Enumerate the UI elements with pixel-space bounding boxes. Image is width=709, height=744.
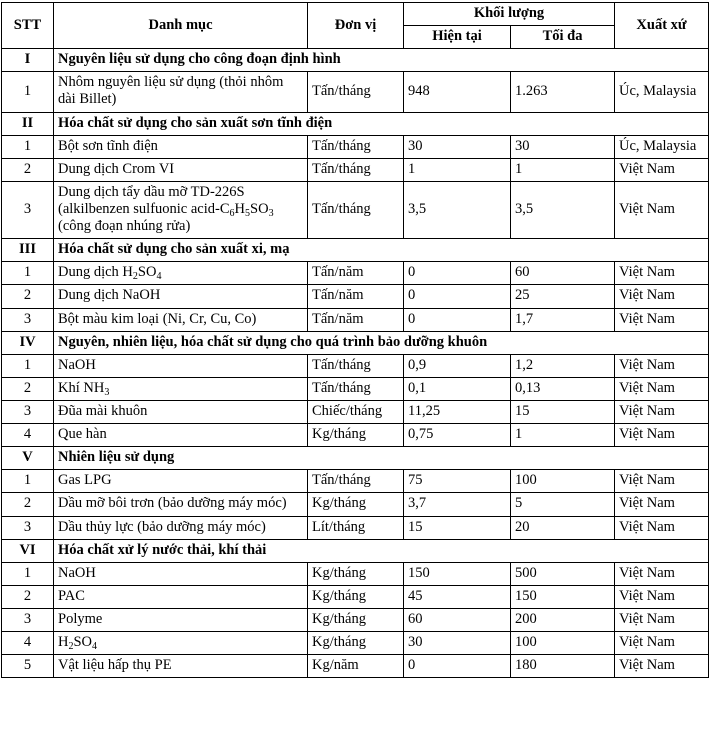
table-row — [2, 424, 709, 447]
cell-name: Nhôm nguyên liệu sử dụng (thỏi nhôm dài Billet) — [54, 72, 308, 112]
cell-name: Gas LPG — [54, 470, 308, 493]
table-row — [2, 135, 709, 158]
cell-unit: Tấn/tháng — [308, 470, 404, 493]
cell-quantity-max: 15 — [511, 400, 615, 423]
cell-stt: 2 — [2, 493, 54, 516]
cell-stt: 3 — [2, 308, 54, 331]
cell-unit: Kg/tháng — [308, 608, 404, 631]
cell-stt: 2 — [2, 585, 54, 608]
cell-origin: Việt Nam — [615, 655, 709, 678]
table-row — [2, 655, 709, 678]
cell-quantity-current: 948 — [404, 72, 511, 112]
cell-stt: 3 — [2, 608, 54, 631]
section-label: Hóa chất xử lý nước thải, khí thải — [54, 539, 709, 562]
cell-quantity-current: 0 — [404, 655, 511, 678]
cell-unit: Tấn/tháng — [308, 181, 404, 238]
cell-stt: 4 — [2, 424, 54, 447]
cell-quantity-max: 1 — [511, 424, 615, 447]
cell-name: Vật liệu hấp thụ PE — [54, 655, 308, 678]
table-row — [2, 493, 709, 516]
cell-unit: Kg/tháng — [308, 632, 404, 655]
cell-origin: Việt Nam — [615, 308, 709, 331]
cell-origin: Việt Nam — [615, 354, 709, 377]
cell-origin: Việt Nam — [615, 181, 709, 238]
header-name: Danh mục — [54, 3, 308, 49]
cell-origin: Việt Nam — [615, 470, 709, 493]
cell-quantity-current: 3,7 — [404, 493, 511, 516]
cell-name: Đũa mài khuôn — [54, 400, 308, 423]
cell-unit: Kg/năm — [308, 655, 404, 678]
cell-name: Dung dịch NaOH — [54, 285, 308, 308]
cell-name: Bột màu kim loại (Ni, Cr, Cu, Co) — [54, 308, 308, 331]
cell-unit: Tấn/tháng — [308, 72, 404, 112]
section-stt: V — [2, 447, 54, 470]
cell-quantity-current: 30 — [404, 632, 511, 655]
table-row — [2, 516, 709, 539]
cell-quantity-current: 3,5 — [404, 181, 511, 238]
header-origin: Xuất xứ — [615, 3, 709, 49]
cell-quantity-max: 60 — [511, 262, 615, 285]
cell-unit: Tấn/tháng — [308, 135, 404, 158]
cell-quantity-max: 0,13 — [511, 377, 615, 400]
cell-unit: Kg/tháng — [308, 585, 404, 608]
section-label: Hóa chất sử dụng cho sản xuất sơn tĩnh điện — [54, 112, 709, 135]
cell-quantity-max: 500 — [511, 562, 615, 585]
cell-quantity-max: 100 — [511, 632, 615, 655]
cell-quantity-max: 25 — [511, 285, 615, 308]
table-row — [2, 377, 709, 400]
cell-unit: Lít/tháng — [308, 516, 404, 539]
cell-name: Dung dịch tẩy dầu mỡ TD-226S (alkilbenzen sulfuonic acid-$C_6H_5SO_3$ (công đoạn nhúng rửa) — [54, 181, 308, 238]
cell-quantity-max: 20 — [511, 516, 615, 539]
cell-origin: Việt Nam — [615, 585, 709, 608]
cell-origin: Việt Nam — [615, 608, 709, 631]
cell-unit: Kg/tháng — [308, 493, 404, 516]
cell-quantity-max: 1.263 — [511, 72, 615, 112]
cell-origin: Úc, Malaysia — [615, 72, 709, 112]
cell-name: NaOH — [54, 562, 308, 585]
cell-name: Bột sơn tĩnh điện — [54, 135, 308, 158]
cell-name: PAC — [54, 585, 308, 608]
table-row — [2, 470, 709, 493]
section-label: Nhiên liệu sử dụng — [54, 447, 709, 470]
cell-quantity-max: 1,2 — [511, 354, 615, 377]
cell-quantity-current: 0 — [404, 285, 511, 308]
cell-stt: 1 — [2, 470, 54, 493]
cell-quantity-current: 0,75 — [404, 424, 511, 447]
cell-stt: 3 — [2, 516, 54, 539]
document-page — [0, 2, 709, 744]
cell-unit: Kg/tháng — [308, 424, 404, 447]
cell-name: Dầu mỡ bôi trơn (bảo dưỡng máy móc) — [54, 493, 308, 516]
cell-stt: 1 — [2, 562, 54, 585]
cell-quantity-max: 180 — [511, 655, 615, 678]
cell-stt: 3 — [2, 400, 54, 423]
cell-stt: 3 — [2, 181, 54, 238]
table-row — [2, 72, 709, 112]
section-stt: VI — [2, 539, 54, 562]
section-stt: III — [2, 239, 54, 262]
section-label: Hóa chất sử dụng cho sản xuất xi, mạ — [54, 239, 709, 262]
cell-unit: Tấn/tháng — [308, 354, 404, 377]
cell-unit: Tấn/tháng — [308, 377, 404, 400]
cell-name: $H_2SO_4$ — [54, 632, 308, 655]
cell-origin: Việt Nam — [615, 158, 709, 181]
cell-quantity-current: 45 — [404, 585, 511, 608]
cell-name: Polyme — [54, 608, 308, 631]
cell-quantity-current: 0,1 — [404, 377, 511, 400]
table-row — [2, 158, 709, 181]
cell-quantity-max: 5 — [511, 493, 615, 516]
table-row — [2, 354, 709, 377]
cell-stt: 1 — [2, 262, 54, 285]
cell-origin: Việt Nam — [615, 516, 709, 539]
cell-origin: Việt Nam — [615, 424, 709, 447]
cell-stt: 1 — [2, 354, 54, 377]
cell-stt: 5 — [2, 655, 54, 678]
cell-quantity-current: 0 — [404, 262, 511, 285]
cell-unit: Tấn/năm — [308, 262, 404, 285]
cell-quantity-current: 1 — [404, 158, 511, 181]
cell-quantity-current: 15 — [404, 516, 511, 539]
cell-unit: Chiếc/tháng — [308, 400, 404, 423]
section-stt: IV — [2, 331, 54, 354]
cell-quantity-current: 60 — [404, 608, 511, 631]
section-stt: I — [2, 49, 54, 72]
table-section-row — [2, 112, 709, 135]
cell-quantity-max: 150 — [511, 585, 615, 608]
table-row — [2, 608, 709, 631]
table-section-row — [2, 447, 709, 470]
cell-origin: Việt Nam — [615, 262, 709, 285]
cell-name: Dung dịch Crom VI — [54, 158, 308, 181]
cell-unit: Tấn/năm — [308, 308, 404, 331]
cell-unit: Tấn/năm — [308, 285, 404, 308]
table-row — [2, 285, 709, 308]
header-stt: STT — [2, 3, 54, 49]
cell-quantity-current: 150 — [404, 562, 511, 585]
cell-name: Dung dịch $H_2SO_4$ — [54, 262, 308, 285]
header-row-1 — [2, 3, 709, 26]
section-label: Nguyên, nhiên liệu, hóa chất sử dụng cho quá trình bảo dưỡng khuôn — [54, 331, 709, 354]
materials-table — [1, 2, 709, 678]
cell-quantity-max: 3,5 — [511, 181, 615, 238]
table-row — [2, 562, 709, 585]
table-section-row — [2, 49, 709, 72]
cell-unit: Kg/tháng — [308, 562, 404, 585]
cell-origin: Úc, Malaysia — [615, 135, 709, 158]
table-row — [2, 400, 709, 423]
header-quantity-current: Hiện tại — [404, 26, 511, 49]
cell-name: Que hàn — [54, 424, 308, 447]
cell-stt: 2 — [2, 285, 54, 308]
cell-origin: Việt Nam — [615, 562, 709, 585]
cell-quantity-max: 1,7 — [511, 308, 615, 331]
cell-origin: Việt Nam — [615, 632, 709, 655]
cell-stt: 2 — [2, 158, 54, 181]
table-section-row — [2, 539, 709, 562]
cell-name: Dầu thủy lực (bảo dưỡng máy móc) — [54, 516, 308, 539]
cell-name: Khí $NH_3$ — [54, 377, 308, 400]
header-unit: Đơn vị — [308, 3, 404, 49]
cell-quantity-max: 1 — [511, 158, 615, 181]
cell-quantity-current: 11,25 — [404, 400, 511, 423]
cell-quantity-max: 30 — [511, 135, 615, 158]
cell-origin: Việt Nam — [615, 400, 709, 423]
cell-quantity-current: 0,9 — [404, 354, 511, 377]
cell-quantity-current: 75 — [404, 470, 511, 493]
section-stt: II — [2, 112, 54, 135]
table-body — [2, 49, 709, 678]
cell-origin: Việt Nam — [615, 493, 709, 516]
cell-stt: 1 — [2, 72, 54, 112]
table-header — [2, 3, 709, 49]
cell-quantity-current: 0 — [404, 308, 511, 331]
cell-origin: Việt Nam — [615, 377, 709, 400]
cell-unit: Tấn/tháng — [308, 158, 404, 181]
cell-origin: Việt Nam — [615, 285, 709, 308]
cell-quantity-max: 200 — [511, 608, 615, 631]
cell-name: NaOH — [54, 354, 308, 377]
cell-stt: 4 — [2, 632, 54, 655]
table-row — [2, 632, 709, 655]
header-quantity-group: Khối lượng — [404, 3, 615, 26]
table-row — [2, 308, 709, 331]
table-row — [2, 181, 709, 238]
table-section-row — [2, 239, 709, 262]
cell-stt: 1 — [2, 135, 54, 158]
table-row — [2, 585, 709, 608]
table-row — [2, 262, 709, 285]
table-section-row — [2, 331, 709, 354]
header-quantity-max: Tối đa — [511, 26, 615, 49]
cell-quantity-current: 30 — [404, 135, 511, 158]
section-label: Nguyên liệu sử dụng cho công đoạn định hình — [54, 49, 709, 72]
cell-quantity-max: 100 — [511, 470, 615, 493]
cell-stt: 2 — [2, 377, 54, 400]
